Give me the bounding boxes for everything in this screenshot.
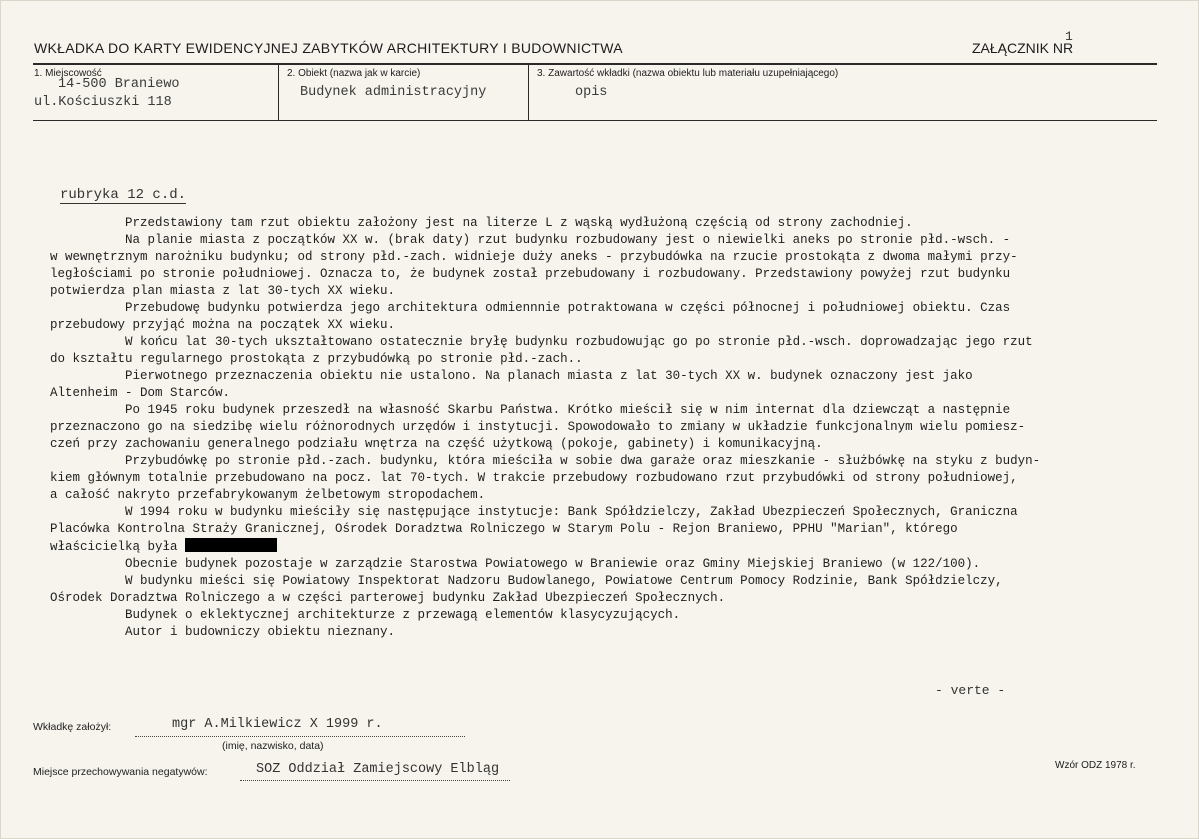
text-line: a całość nakryto przefabrykowanym żelbetowym stropodachem. — [50, 488, 486, 502]
text-line: ległościami po stronie południowej. Oznacza to, że budynek został przebudowany i rozbudowany. Przedstawiony powyżej rzut budynku — [50, 267, 1011, 281]
text-line: Przebudowę budynku potwierdza jego architektura odmiennnie potraktowana w części północnej i południowej obiektu. Czas — [50, 301, 1011, 315]
text-line: w wewnętrznym narożniku budynku; od strony płd.-zach. widnieje duży aneks - przybudówka na rzucie prostokąta z dwoma małymi przy- — [50, 250, 1018, 264]
description-text — [50, 215, 1160, 641]
text-line: do kształtu regularnego prostokąta z przybudówką po stronie płd.-zach.. — [50, 352, 583, 366]
text-line: właścicielką była — [50, 538, 1160, 556]
object-value: Budynek administracyjny — [300, 85, 487, 100]
card-title: WKŁADKA DO KARTY EWIDENCYJNEJ ZABYTKÓW ARCHITEKTURY I BUDOWNICTWA — [34, 40, 623, 56]
fields-rule — [33, 120, 1157, 121]
text-line: przebudowy przyjąć można na początek XX wieku. — [50, 318, 396, 332]
annex-label: ZAŁĄCZNIK NR — [972, 40, 1074, 56]
template-mark: Wzór ODZ 1978 r. — [1055, 760, 1136, 771]
negatives-label: Miejsce przechowywania negatywów: — [33, 766, 208, 778]
creator-dotline — [135, 736, 465, 737]
text-line: W końcu lat 30-tych ukształtowano ostatecznie bryłę budynku rozbudowując go po stronie płd.-wsch. doprowadzając jego rzut — [50, 335, 1033, 349]
text-line: kiem głównym totalnie przebudowano na pocz. lat 70-tych. W trakcie przebudowy rozbudowano rzut przybudówki od strony południowej, — [50, 471, 1018, 485]
annex-number: 1 — [1065, 29, 1073, 44]
negatives-value: SOZ Oddział Zamiejscowy Elbląg — [256, 762, 500, 777]
creator-value: mgr A.Milkiewicz X 1999 r. — [172, 717, 383, 732]
section-heading: rubryka 12 c.d. — [60, 187, 187, 203]
content-value: opis — [575, 85, 608, 100]
redaction-block — [185, 538, 277, 552]
negatives-dotline — [240, 780, 510, 781]
text-line: W 1994 roku w budynku mieściły się następujące instytucje: Bank Spółdzielczy, Zakład Ubezpieczeń Społecznych, Graniczna — [50, 505, 1018, 519]
text-line: Autor i budowniczy obiektu nieznany. — [50, 625, 396, 639]
text-line: Przedstawiony tam rzut obiektu założony jest na literze L z wąską wydłużoną częścią od strony zachodniej. — [50, 216, 913, 230]
object-label: 2. Obiekt (nazwa jak w karcie) — [287, 68, 421, 79]
text-line: Przybudówkę po stronie płd.-zach. budynku, która mieściła w sobie dwa garaże oraz mieszkanie - służbówkę na styku z budyn- — [50, 454, 1041, 468]
locality-value-line2: ul.Kościuszki 118 — [34, 95, 172, 110]
text-line: Placówka Kontrolna Straży Granicznej, Ośrodek Doradztwa Rolniczego w Starym Polu - Rejon Braniewo, PPHU "Marian", którego — [50, 522, 958, 536]
locality-label: 1. Miejscowość — [34, 68, 102, 79]
text-line: przeznaczono go na siedzibę wielu różnorodnych urzędów i instytucji. Spowodowało to zmiany w układzie funkcjonalnym wielu pomiesz- — [50, 420, 1026, 434]
locality-value-line1: 14-500 Braniewo — [58, 77, 180, 92]
header-rule — [33, 63, 1157, 65]
content-label: 3. Zawartość wkładki (nazwa obiektu lub materiału uzupełniającego) — [537, 68, 839, 79]
verte-mark: - verte - — [935, 683, 1006, 698]
creator-label: Wkładkę założył: — [33, 721, 112, 733]
text-line: W budynku mieści się Powiatowy Inspektorat Nadzoru Budowlanego, Powiatowe Centrum Pomocy Rodzinie, Bank Spółdzielczy, — [50, 574, 1003, 588]
text-line: czeń przy zachowaniu generalnego podziału wnętrza na część użytkową (pokoje, gabinety) i komunikacyjną. — [50, 437, 823, 451]
text-line: Po 1945 roku budynek przeszedł na własność Skarbu Państwa. Krótko mieścił się w nim internat dla dziewcząt a następnie — [50, 403, 1011, 417]
creator-hint: (imię, nazwisko, data) — [222, 740, 324, 752]
text-line: Pierwotnego przeznaczenia obiektu nie ustalono. Na planach miasta z lat 30-tych XX w. budynek oznaczony jest jako — [50, 369, 973, 383]
text-line: Ośrodek Doradztwa Rolniczego a w części parterowej budynku Zakład Ubezpieczeń Społecznych. — [50, 591, 726, 605]
text-line: Budynek o eklektycznej architekturze z przewagą elementów klasycyzujących. — [50, 608, 681, 622]
text-line: Obecnie budynek pozostaje w zarządzie Starostwa Powiatowego w Braniewie oraz Gminy Miejskiej Braniewo (w 122/100). — [50, 557, 981, 571]
text-line: Na planie miasta z początków XX w. (brak daty) rzut budynku rozbudowany jest o niewielki aneks po stronie płd.-wsch. - — [50, 233, 1011, 247]
field-divider — [528, 65, 529, 120]
field-divider — [278, 65, 279, 120]
text-line: Altenheim - Dom Starców. — [50, 386, 231, 400]
text-line: potwierdza plan miasta z lat 30-tych XX wieku. — [50, 284, 396, 298]
